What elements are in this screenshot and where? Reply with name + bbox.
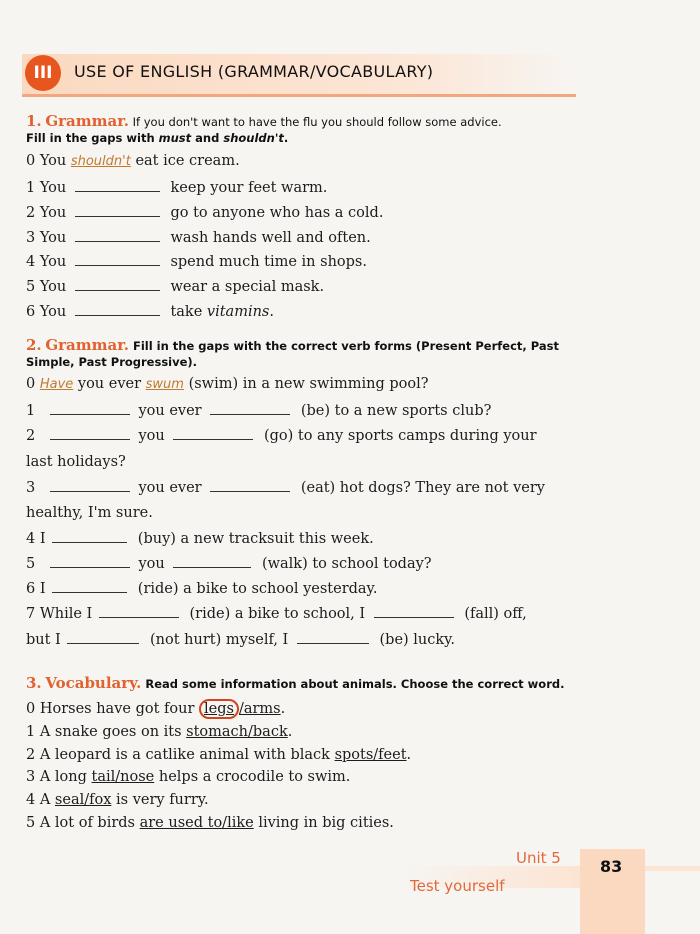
- item-text-end: .: [287, 724, 293, 740]
- item-text: (be) to a new sports club?: [300, 403, 492, 419]
- item-text: you ever: [138, 403, 202, 419]
- item-text: spend much time in shops.: [170, 254, 367, 270]
- item-text: 2 A leopard is a catlike animal with black: [26, 747, 335, 763]
- item-number: 0: [26, 376, 36, 392]
- section-title: USE OF ENGLISH (GRAMMAR/VOCABULARY): [74, 62, 434, 81]
- ex3-line-4: [26, 792, 209, 808]
- word-option[interactable]: are used to/like: [139, 815, 254, 831]
- ex2-instr-a: Fill in the gaps with the correct verb forms (Present Perfect, Past: [128, 339, 559, 353]
- answer-gap[interactable]: [173, 554, 251, 568]
- answer-gap[interactable]: [297, 630, 369, 644]
- answer-gap[interactable]: [50, 401, 130, 415]
- item-subject: You: [39, 153, 67, 169]
- ex2-instruction: [26, 337, 559, 370]
- item-number: 4: [26, 254, 36, 270]
- answer-gap[interactable]: [50, 478, 130, 492]
- ex1-item-5: [26, 277, 324, 295]
- item-number: 3: [26, 230, 36, 246]
- item-text: I: [39, 531, 46, 547]
- item-number: 2: [26, 428, 36, 444]
- ex1-item-6: [26, 302, 274, 320]
- word-option[interactable]: spots/feet: [334, 747, 407, 763]
- item-text: 1 A snake goes on its: [26, 724, 187, 740]
- ex3-number: 3.: [26, 674, 42, 692]
- ex2-label: Grammar.: [45, 336, 129, 354]
- ex1-instr-b1: Fill in the gaps with: [26, 131, 159, 145]
- ex2-line-4: [26, 529, 374, 547]
- unit-label: Unit 5: [516, 849, 561, 867]
- item-number: 0: [26, 153, 36, 169]
- ex2-line-6: [26, 579, 377, 597]
- ex1-instr-a: If you don't want to have the flu you should follow some advice.: [128, 115, 502, 129]
- item-text: (not hurt) myself, I: [150, 632, 289, 648]
- ex1-word-must: must: [158, 131, 192, 145]
- item-text: (ride) a bike to school, I: [189, 606, 366, 622]
- ex3-line-1: [26, 724, 292, 740]
- section-badge: III: [25, 55, 61, 91]
- ex2-line-0: [26, 376, 429, 392]
- item-text-end: living in big cities.: [253, 815, 394, 831]
- answer-gap[interactable]: [173, 426, 253, 440]
- item-text: (walk) to school today?: [261, 556, 432, 572]
- item-text: 4 A: [26, 792, 55, 808]
- item-number: 6: [26, 304, 36, 320]
- ex2-line-1: [26, 401, 491, 419]
- item-text-end: .: [406, 747, 412, 763]
- answer-gap[interactable]: [75, 302, 160, 316]
- ex2-line-5: [26, 554, 432, 572]
- item-subject: You: [39, 230, 67, 246]
- answer-gap[interactable]: [75, 228, 160, 242]
- ex2-instr-b: Simple, Past Progressive).: [26, 355, 198, 369]
- footer-band-right: [645, 866, 700, 871]
- item-text: eat ice cream.: [135, 153, 240, 169]
- ex2-number: 2.: [26, 336, 42, 354]
- item-text: (buy) a new tracksuit this week.: [137, 531, 374, 547]
- ex3-instr: Read some information about animals. Choose the correct word.: [141, 677, 565, 691]
- ex1-item-4: [26, 252, 367, 270]
- word-option[interactable]: tail/nose: [91, 769, 155, 785]
- ex1-word-shouldnt: shouldn't: [223, 131, 284, 145]
- circled-answer: legs: [199, 699, 239, 719]
- ex1-item-1: [26, 178, 327, 196]
- item-text: While I: [39, 606, 93, 622]
- answer-gap[interactable]: [210, 401, 290, 415]
- item-text: go to anyone who has a cold.: [170, 205, 384, 221]
- answer-gap[interactable]: [75, 277, 160, 291]
- ex2-line-2: [26, 426, 537, 444]
- word-option[interactable]: stomach/back: [186, 724, 288, 740]
- item-text: 0 Horses have got four: [26, 701, 200, 717]
- ex2-line-2b: last holidays?: [26, 454, 126, 470]
- answer-gap[interactable]: [50, 426, 130, 440]
- item-text: 5 A lot of birds: [26, 815, 140, 831]
- answer-gap[interactable]: [75, 203, 160, 217]
- answer-gap[interactable]: [99, 604, 179, 618]
- item-text-end: .: [280, 701, 286, 717]
- ex2-line-7b: [26, 630, 455, 648]
- item-text: (ride) a bike to school yesterday.: [137, 581, 378, 597]
- item-text: but I: [26, 632, 61, 648]
- ex1-example: [26, 153, 240, 169]
- item-number: 5: [26, 556, 36, 572]
- item-text: wear a special mask.: [170, 279, 325, 295]
- item-number: 1: [26, 403, 36, 419]
- word-option: /arms: [238, 701, 281, 717]
- answer-gap[interactable]: [75, 178, 160, 192]
- ex2-line-7: [26, 604, 527, 622]
- item-subject: You: [39, 180, 67, 196]
- item-text-end: helps a crocodile to swim.: [154, 769, 351, 785]
- item-text: you: [138, 428, 165, 444]
- answer-gap[interactable]: [67, 630, 139, 644]
- item-subject: You: [39, 254, 67, 270]
- answer-gap[interactable]: [52, 579, 127, 593]
- item-text-end: .: [269, 304, 274, 320]
- ex3-line-5: [26, 815, 394, 831]
- ex1-item-2: [26, 203, 383, 221]
- answer-gap[interactable]: [75, 252, 160, 266]
- item-text: you: [138, 556, 165, 572]
- item-text: you ever: [77, 376, 142, 392]
- item-number: 5: [26, 279, 36, 295]
- ex1-item-3: [26, 228, 371, 246]
- ex1-instr-and: and: [191, 131, 224, 145]
- answer-gap[interactable]: [52, 529, 127, 543]
- ex3-instruction: [26, 675, 564, 692]
- item-text: wash hands well and often.: [170, 230, 371, 246]
- test-yourself-label: Test yourself: [410, 877, 505, 895]
- item-number: 7: [26, 606, 36, 622]
- item-text: take: [170, 304, 207, 320]
- ex3-line-2: [26, 747, 411, 763]
- item-subject: You: [39, 304, 67, 320]
- ex1-instruction: [26, 113, 502, 146]
- ex3-label: Vocabulary.: [45, 674, 142, 692]
- ex1-number: 1.: [26, 112, 42, 130]
- ex2-line-3b: healthy, I'm sure.: [26, 505, 153, 521]
- item-text: (swim) in a new swimming pool?: [188, 376, 429, 392]
- ex1-label: Grammar.: [45, 112, 129, 130]
- page-number: 83: [600, 857, 623, 876]
- item-text-italic: vitamins: [206, 304, 270, 320]
- item-number: 2: [26, 205, 36, 221]
- example-answer: Have: [39, 377, 74, 392]
- item-subject: You: [39, 205, 67, 221]
- ex3-line-3: [26, 769, 350, 785]
- ex2-line-3: [26, 478, 545, 496]
- item-text: (go) to any sports camps during your: [263, 428, 537, 444]
- item-text: 3 A long: [26, 769, 92, 785]
- answer-gap[interactable]: [210, 478, 290, 492]
- example-answer: swum: [145, 377, 184, 392]
- answer-gap[interactable]: [374, 604, 454, 618]
- answer-gap[interactable]: [50, 554, 130, 568]
- item-text: I: [39, 581, 46, 597]
- item-text: keep your feet warm.: [170, 180, 328, 196]
- item-number: 1: [26, 180, 36, 196]
- item-number: 3: [26, 480, 36, 496]
- item-text: (eat) hot dogs? They are not very: [300, 480, 545, 496]
- word-option[interactable]: seal/fox: [54, 792, 112, 808]
- ex1-instr-end: .: [283, 131, 289, 145]
- item-text: (be) lucky.: [379, 632, 456, 648]
- item-text-end: is very furry.: [111, 792, 209, 808]
- item-number: 4: [26, 531, 36, 547]
- item-text: you ever: [138, 480, 202, 496]
- item-subject: You: [39, 279, 67, 295]
- example-answer: shouldn't: [70, 154, 131, 169]
- item-text: (fall) off,: [464, 606, 527, 622]
- item-number: 6: [26, 581, 36, 597]
- ex3-line-0: [26, 701, 285, 717]
